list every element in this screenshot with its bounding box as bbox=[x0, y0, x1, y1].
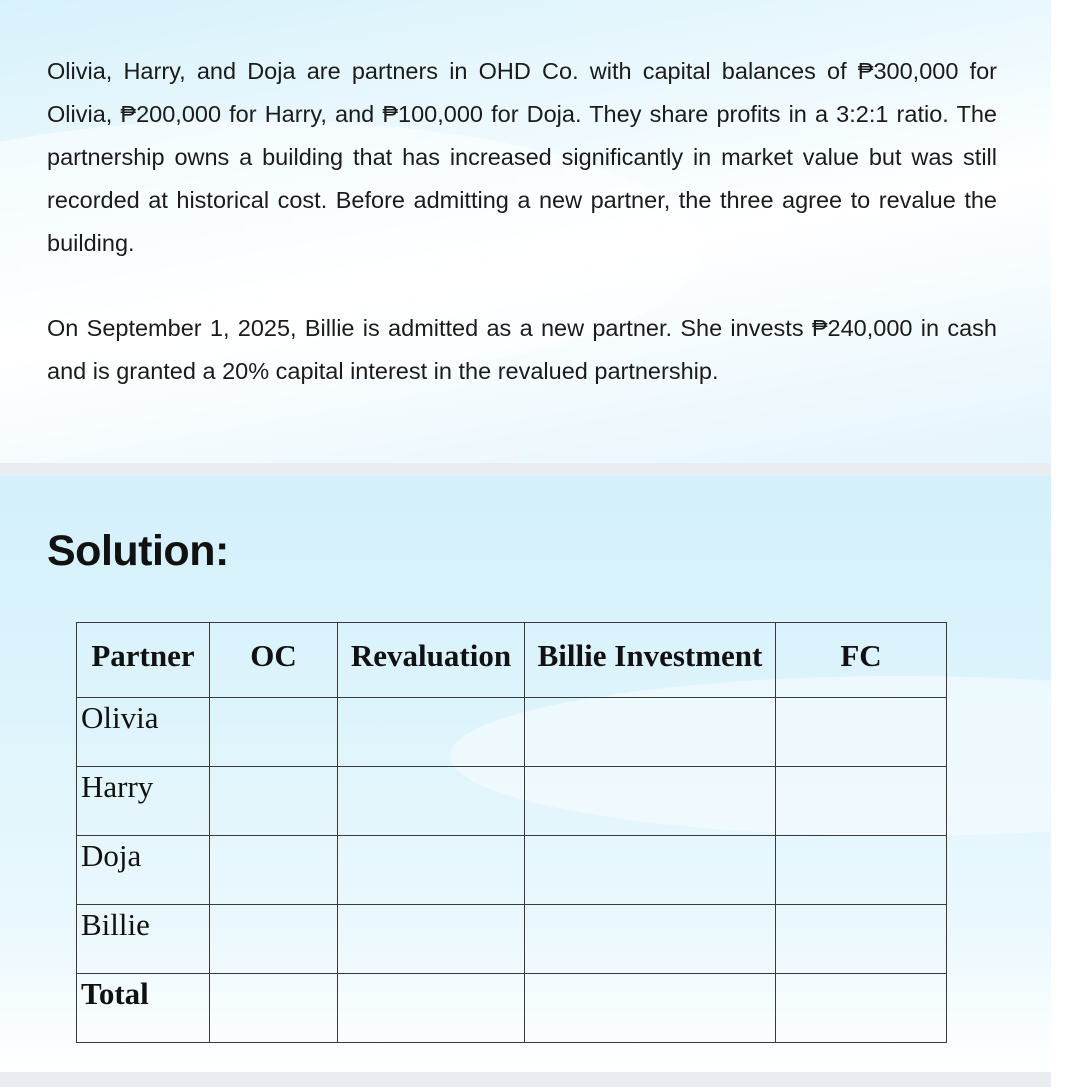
billie-investment-cell[interactable] bbox=[525, 767, 776, 836]
revaluation-total-cell[interactable] bbox=[338, 974, 525, 1043]
fc-cell[interactable] bbox=[776, 905, 947, 974]
oc-cell[interactable] bbox=[210, 905, 338, 974]
header-oc: OC bbox=[210, 623, 338, 698]
table-row bbox=[77, 767, 947, 836]
oc-cell[interactable] bbox=[210, 767, 338, 836]
revaluation-cell[interactable] bbox=[338, 767, 525, 836]
billie-investment-cell[interactable] bbox=[525, 698, 776, 767]
total-label-cell: Total bbox=[77, 974, 210, 1043]
table-row bbox=[77, 905, 947, 974]
partner-cell: Harry bbox=[77, 767, 210, 836]
billie-investment-cell[interactable] bbox=[525, 905, 776, 974]
oc-cell[interactable] bbox=[210, 698, 338, 767]
page-margin bbox=[1051, 0, 1080, 1087]
fc-total-cell[interactable] bbox=[776, 974, 947, 1043]
fc-cell[interactable] bbox=[776, 698, 947, 767]
revaluation-cell[interactable] bbox=[338, 905, 525, 974]
header-revaluation: Revaluation bbox=[338, 623, 525, 698]
fc-cell[interactable] bbox=[776, 767, 947, 836]
fc-cell[interactable] bbox=[776, 836, 947, 905]
problem-paragraph-2: On September 1, 2025, Billie is admitted as a new partner. She invests ₱240,000 in cash and is granted a 20% capital interest in the revalued partnership. bbox=[47, 315, 997, 384]
table-header-row bbox=[77, 623, 947, 698]
header-partner: Partner bbox=[77, 623, 210, 698]
partner-cell: Billie bbox=[77, 905, 210, 974]
header-billie-investment: Billie Investment bbox=[525, 623, 776, 698]
header-fc: FC bbox=[776, 623, 947, 698]
billie-investment-total-cell[interactable] bbox=[525, 974, 776, 1043]
partner-cell: Olivia bbox=[77, 698, 210, 767]
billie-investment-cell[interactable] bbox=[525, 836, 776, 905]
table-row bbox=[77, 698, 947, 767]
solution-title: Solution: bbox=[47, 527, 229, 575]
problem-paragraph-1: Olivia, Harry, and Doja are partners in OHD Co. with capital balances of ₱300,000 for Olivia, ₱200,000 for Harry, and ₱100,000 for Doja. They share profits in a 3:2:1 ratio. The partnership owns a building that has increased significantly in market value but was still recorded at historical cost. Before admitting a new partner, the three agree to revalue the building. bbox=[47, 58, 997, 256]
capital-table bbox=[76, 622, 947, 1043]
table-row-total bbox=[77, 974, 947, 1043]
oc-cell[interactable] bbox=[210, 836, 338, 905]
revaluation-cell[interactable] bbox=[338, 836, 525, 905]
partner-cell: Doja bbox=[77, 836, 210, 905]
problem-statement bbox=[47, 50, 997, 393]
oc-total-cell[interactable] bbox=[210, 974, 338, 1043]
table-row bbox=[77, 836, 947, 905]
revaluation-cell[interactable] bbox=[338, 698, 525, 767]
page-1 bbox=[0, 0, 1051, 463]
